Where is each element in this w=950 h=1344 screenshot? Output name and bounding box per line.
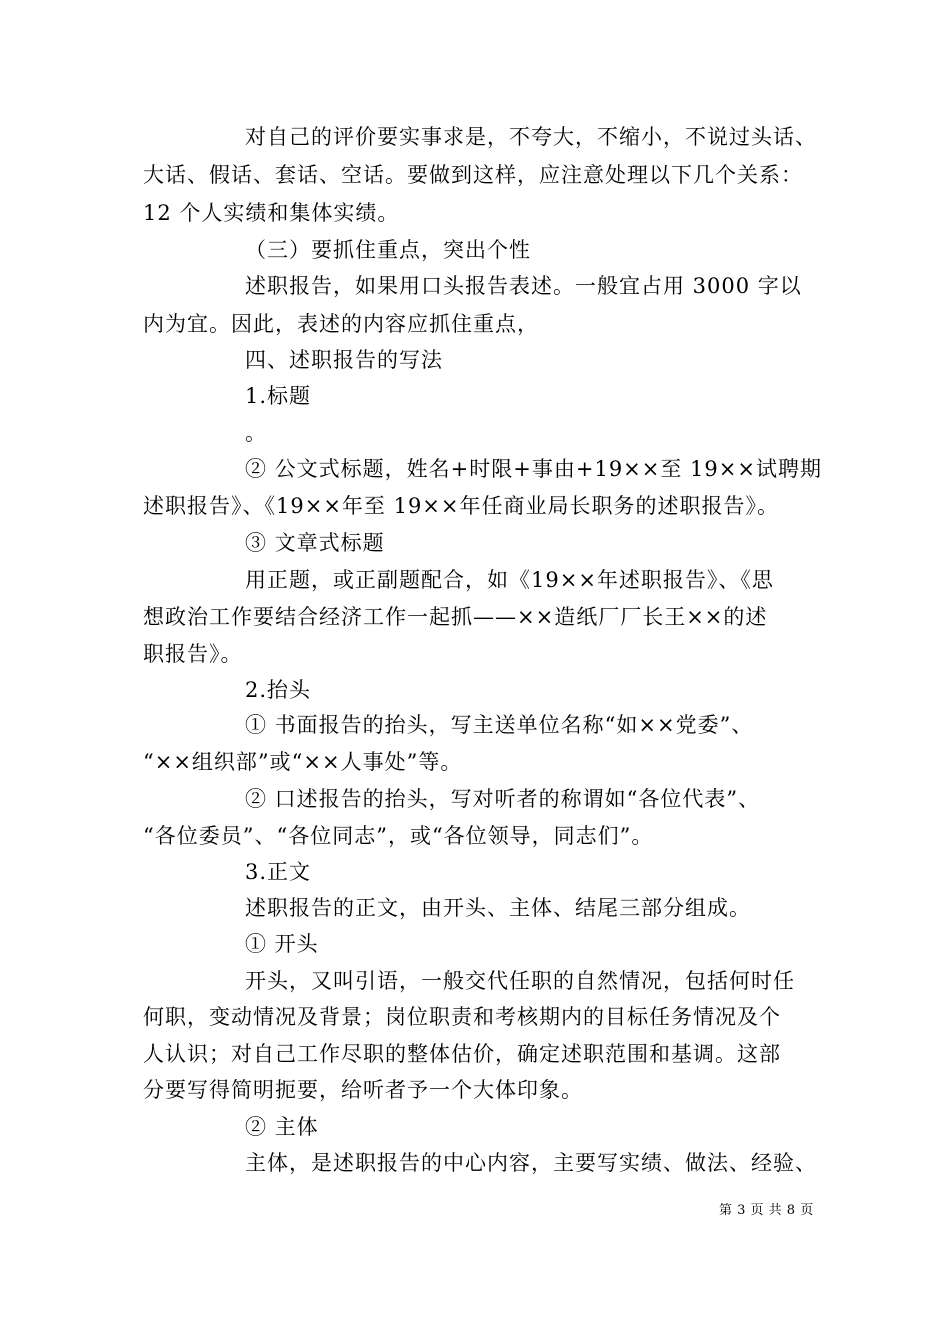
text-line: 主体，是述职报告的中心内容，主要写实绩、做法、经验、 [245,1151,817,1175]
text-line: ① 书面报告的抬头，写主送单位名称“如××党委”、 [245,713,754,737]
subsection-heading: 1.标题 [245,384,312,408]
section-heading: 四、述职报告的写法 [245,348,443,372]
text-line: 职报告》。 [143,642,243,666]
text-line: 述职报告的正文，由开头、主体、结尾三部分组成。 [245,896,751,920]
page-number: 第 3 页 共 8 页 [719,1203,814,1218]
text-line: 述职报告，如果用口头报告表述。一般宜占用 3000 字以 [245,274,802,298]
text-line: 内为宜。因此，表述的内容应抓住重点， [143,312,539,336]
text-line: ③ 文章式标题 [245,531,385,555]
text-line: 大话、假话、套话、空话。要做到这样，应注意处理以下几个关系： [143,163,803,187]
text-line: 想政治工作要结合经济工作一起抓——××造纸厂厂长王××的述 [143,605,768,629]
text-line: ② 口述报告的抬头，写对听者的称谓如“各位代表”、 [245,787,761,811]
text-line: ① 开头 [245,932,319,956]
subsection-heading: 3.正文 [245,860,312,884]
text-line: 述职报告》、《19××年至 19××年任商业局长职务的述职报告》。 [143,494,779,518]
text-line: 用正题，或正副题配合，如《19××年述职报告》、《思 [245,568,774,592]
text-line: ② 主体 [245,1115,319,1139]
text-line: 人认识；对自己工作尽职的整体估价，确定述职范围和基调。这部 [143,1042,781,1066]
text-line: 12 个人实绩和集体实绩。 [143,201,400,225]
text-line: 对自己的评价要实事求是，不夸大，不缩小，不说过头话、 [245,125,817,149]
text-line: “××组织部”或“××人事处”等。 [143,750,463,774]
section-heading: （三）要抓住重点，突出个性 [245,238,531,262]
subsection-heading: 2.抬头 [245,678,312,702]
text-line: ② 公文式标题，姓名+时限+事由+19××至 19××试聘期 [245,457,822,481]
text-line: 何职，变动情况及背景；岗位职责和考核期内的目标任务情况及个 [143,1005,781,1029]
text-line: 。 [245,421,267,445]
text-line: 开头，又叫引语，一般交代任职的自然情况，包括何时任 [245,969,795,993]
text-line: “各位委员”、“各位同志”，或“各位领导，同志们”。 [143,824,654,848]
text-line: 分要写得简明扼要，给听者予一个大体印象。 [143,1078,583,1102]
